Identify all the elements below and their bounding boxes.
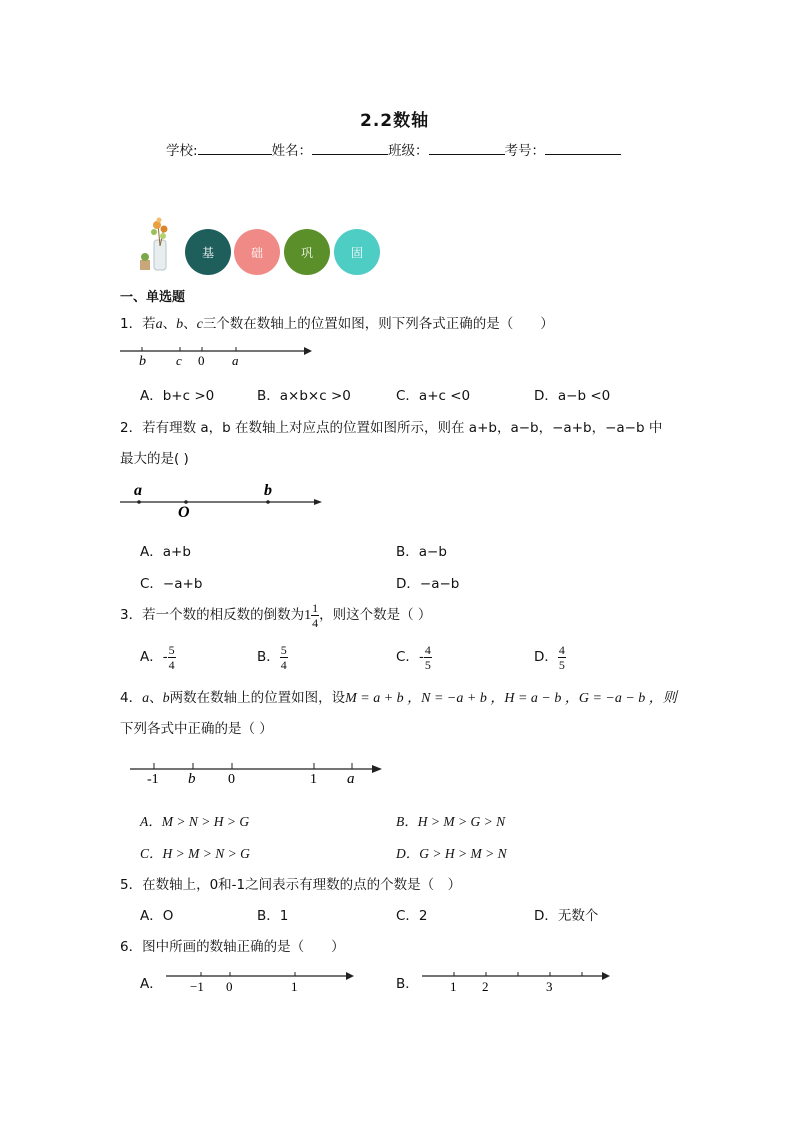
q5-option-d[interactable]: D．无数个 — [534, 908, 599, 924]
banner-circle-2: 础 — [234, 229, 280, 275]
q6-option-b-number-line[interactable] — [420, 966, 616, 996]
q6-text: 6．图中所画的数轴正确的是（ ） — [120, 939, 345, 955]
q4-option-a[interactable]: A．M > N > H > G — [140, 814, 250, 829]
q6a-tick-neg1: −1 — [190, 979, 204, 994]
q2-axis-b: b — [264, 482, 272, 499]
q5-option-c[interactable]: C．2 — [396, 908, 428, 924]
q2-option-a[interactable]: A．a+b — [140, 544, 191, 560]
class-label: 班级： — [388, 143, 429, 159]
q4-line2: 下列各式中正确的是（ ） — [120, 721, 273, 737]
q3-option-c[interactable]: C．- $\frac{4}{5}$ — [396, 642, 431, 672]
q3-option-b[interactable]: B． $\frac{5}{4}$ — [257, 642, 287, 672]
q6-option-a-number-line[interactable] — [164, 966, 360, 996]
q2-line2: 最大的是( ) — [120, 451, 189, 467]
q6a-tick-0: 0 — [226, 979, 233, 994]
q1-text: 1．若a、b、c三个数在数轴上的位置如图，则下列各式正确的是（ ） — [120, 316, 554, 332]
class-field[interactable] — [429, 142, 505, 155]
q1-axis-b: b — [139, 354, 146, 369]
q4-axis-zero: 0 — [228, 772, 235, 787]
q6-option-b-label[interactable]: B． — [396, 976, 419, 992]
q2-line1: 2．若有理数 a，b 在数轴上对应点的位置如图所示，则在 a+b，a−b，−a+b，−a−b 中 — [120, 420, 663, 436]
q2-number-line — [118, 478, 328, 522]
q1-option-d[interactable]: D．a−b <0 — [534, 388, 611, 404]
q4-option-d[interactable]: D．G > H > M > N — [396, 846, 507, 861]
q3-option-a[interactable]: A．- $\frac{5}{4}$ — [140, 642, 175, 672]
q5-option-a[interactable]: A．O — [140, 908, 174, 924]
q1-axis-c: c — [176, 353, 182, 368]
q6a-tick-1: 1 — [291, 979, 298, 994]
name-field[interactable] — [312, 142, 388, 155]
q1-option-b[interactable]: B．a×b×c >0 — [257, 388, 351, 404]
q5-text: 5．在数轴上，0和-1之间表示有理数的点的个数是（ ） — [120, 877, 462, 893]
banner-circle-1: 基 — [185, 229, 231, 275]
school-label: 学校: — [166, 143, 198, 159]
q4-option-b[interactable]: B．H > M > G > N — [396, 814, 506, 829]
q4-option-c[interactable]: C．H > M > N > G — [140, 846, 250, 861]
q5-option-b[interactable]: B．1 — [257, 908, 289, 924]
banner-circle-4: 固 — [334, 229, 380, 275]
q3-option-d[interactable]: D． $\frac{4}{5}$ — [534, 642, 565, 672]
q4-axis-b: b — [188, 771, 196, 787]
q4-axis-one: 1 — [310, 772, 317, 787]
q1-axis-zero: 0 — [198, 353, 205, 368]
q2-option-c[interactable]: C．−a+b — [140, 576, 203, 592]
q4-line1: 4．a、b两数在数轴上的位置如图，设M = a + b ，N = −a + b ，H = a − b ，G = −a − b ，则 — [120, 690, 677, 706]
q2-axis-o: O — [178, 504, 190, 521]
page-title: 2.2数轴 — [360, 111, 430, 131]
q3-text: 3．若一个数的相反数的倒数为1 $\frac{1}{4}$ ，则这个数是（ ） — [120, 600, 432, 630]
q6b-tick-1: 1 — [450, 979, 457, 994]
q4-number-line — [128, 758, 388, 788]
plant-icon — [136, 216, 176, 276]
q1-number-line — [118, 340, 318, 370]
info-line — [166, 139, 621, 159]
q4-axis-neg1: -1 — [147, 772, 159, 787]
exam-no-label: 考号： — [504, 143, 546, 159]
q4-axis-a: a — [347, 771, 355, 787]
school-field[interactable] — [198, 142, 272, 155]
exam-no-field[interactable] — [545, 142, 621, 155]
q6b-tick-2: 2 — [482, 979, 489, 994]
q1-option-a[interactable]: A．b+c >0 — [140, 388, 215, 404]
q2-axis-a: a — [134, 482, 142, 499]
section-heading: 一、单选题 — [120, 290, 186, 305]
q2-option-d[interactable]: D．−a−b — [396, 576, 460, 592]
name-label: 姓名： — [271, 143, 313, 159]
q1-axis-a: a — [232, 353, 239, 368]
q3-mixed-fraction: $\frac{1}{4}$ — [312, 600, 319, 630]
q6b-tick-3: 3 — [546, 979, 553, 994]
q6-option-a-label[interactable]: A． — [140, 976, 163, 992]
banner-circle-3: 巩 — [284, 229, 330, 275]
q1-option-c[interactable]: C．a+c <0 — [396, 388, 471, 404]
q2-option-b[interactable]: B．a−b — [396, 544, 447, 560]
